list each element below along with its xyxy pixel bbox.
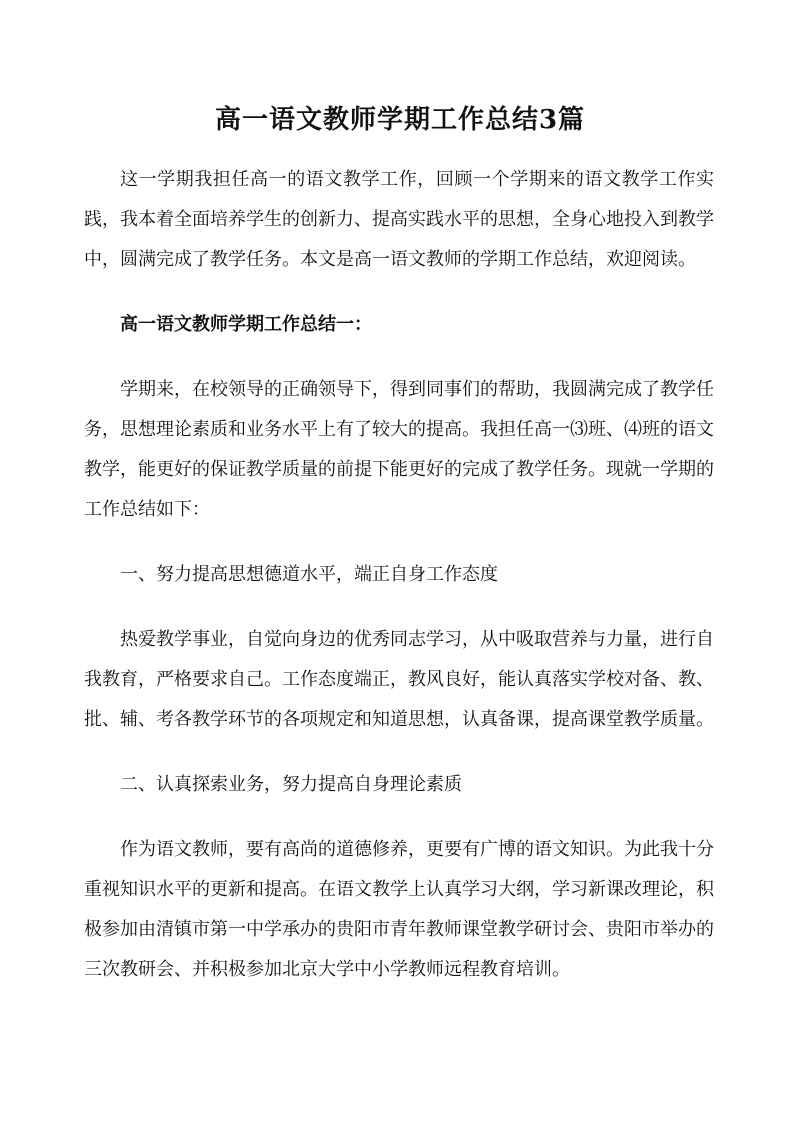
- intro-paragraph: 这一学期我担任高一的语文教学工作，回顾一个学期来的语文教学工作实践，我本着全面培养学生的创新力、提高实践水平的思想，全身心地投入到教学中，圆满完成了教学任务。本文是高一语文教师的学期工作总结，欢迎阅读。: [84, 169, 714, 270]
- subheading-1: 一、努力提高思想德道水平，端正自身工作态度: [120, 564, 498, 585]
- body-paragraph-2: 热爱教学事业，自觉向身边的优秀同志学习，从中吸取营养与力量，进行自我教育，严格要求自己。工作态度端正，教风良好，能认真落实学校对备、教、批、辅、考各教学环节的各项规定和知道思想，认真备课，提高课堂教学质量。: [84, 629, 714, 730]
- subheading-2: 二、认真探索业务，努力提高自身理论素质: [120, 774, 462, 795]
- body-paragraph-3: 作为语文教师，要有高尚的道德修养，更要有广博的语文知识。为此我十分重视知识水平的更新和提高。在语文教学上认真学习大纲，学习新课改理论，积极参加由清镇市第一中学承办的贵阳市青年教师课堂教学研讨会、贵阳市举办的三次教研会、并积极参加北京大学中小学教师远程教育培训。: [84, 839, 714, 980]
- document-body: [84, 160, 714, 1015]
- section-heading: 高一语文教师学期工作总结一：: [120, 314, 372, 335]
- document-title: 高一语文教师学期工作总结3篇: [214, 105, 586, 135]
- body-paragraph-1: 学期来，在校领导的正确领导下，得到同事们的帮助，我圆满完成了教学任务，思想理论素质和业务水平上有了较大的提高。我担任高一⑶班、⑷班的语文教学，能更好的保证教学质量的前提下能更好的完成了教学任务。现就一学期的工作总结如下：: [84, 379, 714, 520]
